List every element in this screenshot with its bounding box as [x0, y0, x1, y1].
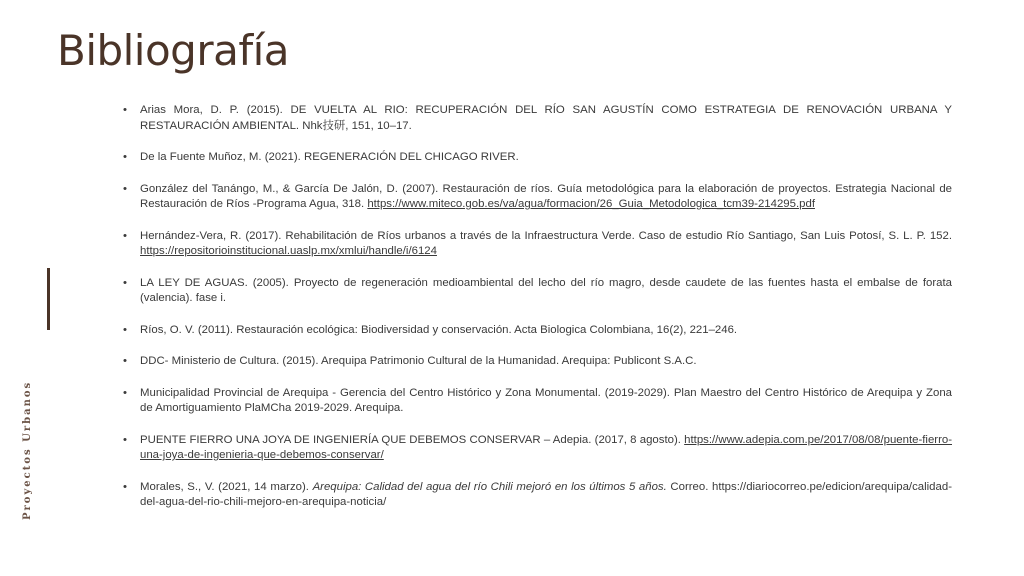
reference-item: [114, 323, 952, 339]
reference-item: [114, 480, 952, 511]
reference-text: De la Fuente Muñoz, M. (2021). REGENERACIÓN DEL CHICAGO RIVER.: [140, 151, 519, 163]
reference-item: [114, 229, 952, 260]
reference-text: PUENTE FIERRO UNA JOYA DE INGENIERÍA QUE DEBEMOS CONSERVAR – Adepia. (2017, 8 agosto).: [140, 433, 685, 446]
reference-text: DDC- Ministerio de Cultura. (2015). Arequipa Patrimonio Cultural de la Humanidad. Arequipa: Publicont S.A.C.: [140, 355, 697, 367]
reference-item: [114, 433, 952, 464]
accent-bar: [47, 268, 50, 330]
reference-item: [114, 182, 952, 213]
reference-text: LA LEY DE AGUAS. (2005). Proyecto de regeneración medioambiental del lecho del río magro, desde caudete de las fuentes hasta el embalse de forata (valencia). fase i.: [140, 276, 952, 304]
reference-link[interactable]: https://www.adepia.com.pe/2017/08/08/puente-fierro-una-joya-de-ingenieria-que-debemos-conservar/: [140, 433, 952, 461]
reference-text: Arias Mora, D. P. (2015). DE VUELTA AL RIO: RECUPERACIÓN DEL RÍO SAN AGUSTÍN COMO ESTRATEGIA DE RENOVACIÓN URBANA Y RESTAURACIÓN AMBIENTAL. Nhk技研, 151, 10–17.: [140, 104, 952, 132]
reference-text: Municipalidad Provincial de Arequipa - Gerencia del Centro Histórico y Zona Monumental. (2019-2029). Plan Maestro del Centro Histórico de Arequipa y Zona de Amortiguamiento PlaMCha 2019-2029. Arequipa.: [140, 386, 952, 414]
reference-text: González del Tanángo, M., & García De Jalón, D. (2007). Restauración de ríos. Guía metodológica para la elaboración de proyectos. Estrategia Nacional de Restauración de Ríos -Programa Agua, 318.: [140, 182, 952, 210]
reference-item: [114, 103, 952, 134]
reference-link[interactable]: https://repositorioinstitucional.uaslp.mx/xmlui/handle/i/6124: [140, 245, 437, 257]
reference-link[interactable]: https://www.miteco.gob.es/va/agua/formacion/26_Guia_Metodologica_tcm39-214295.pdf: [367, 198, 815, 210]
reference-item: [114, 276, 952, 307]
reference-text: Ríos, O. V. (2011). Restauración ecológica: Biodiversidad y conservación. Acta Biologica Colombiana, 16(2), 221–246.: [140, 323, 738, 336]
reference-item: [114, 386, 952, 417]
slide-title: Bibliografía: [57, 26, 290, 75]
reference-item: [114, 354, 952, 370]
side-label: Proyectos Urbanos: [22, 380, 33, 520]
reference-title-italic: Arequipa: Calidad del agua del río Chili mejoró en los últimos 5 años.: [312, 480, 667, 493]
reference-text: Hernández-Vera, R. (2017). Rehabilitación de Ríos urbanos a través de la Infraestructura Verde. Caso de estudio Río Santiago, San Luis Potosí, S. L. P. 152.: [140, 229, 952, 242]
reference-text: Morales, S., V. (2021, 14 marzo).: [140, 480, 313, 493]
reference-tail: Correo. https://diariocorreo.pe/edicion/arequipa/calidad-del-agua-del-rio-chili-mejoro-en-arequipa-noticia/: [140, 480, 952, 508]
bibliography-list: [114, 103, 952, 527]
reference-item: [114, 150, 952, 166]
